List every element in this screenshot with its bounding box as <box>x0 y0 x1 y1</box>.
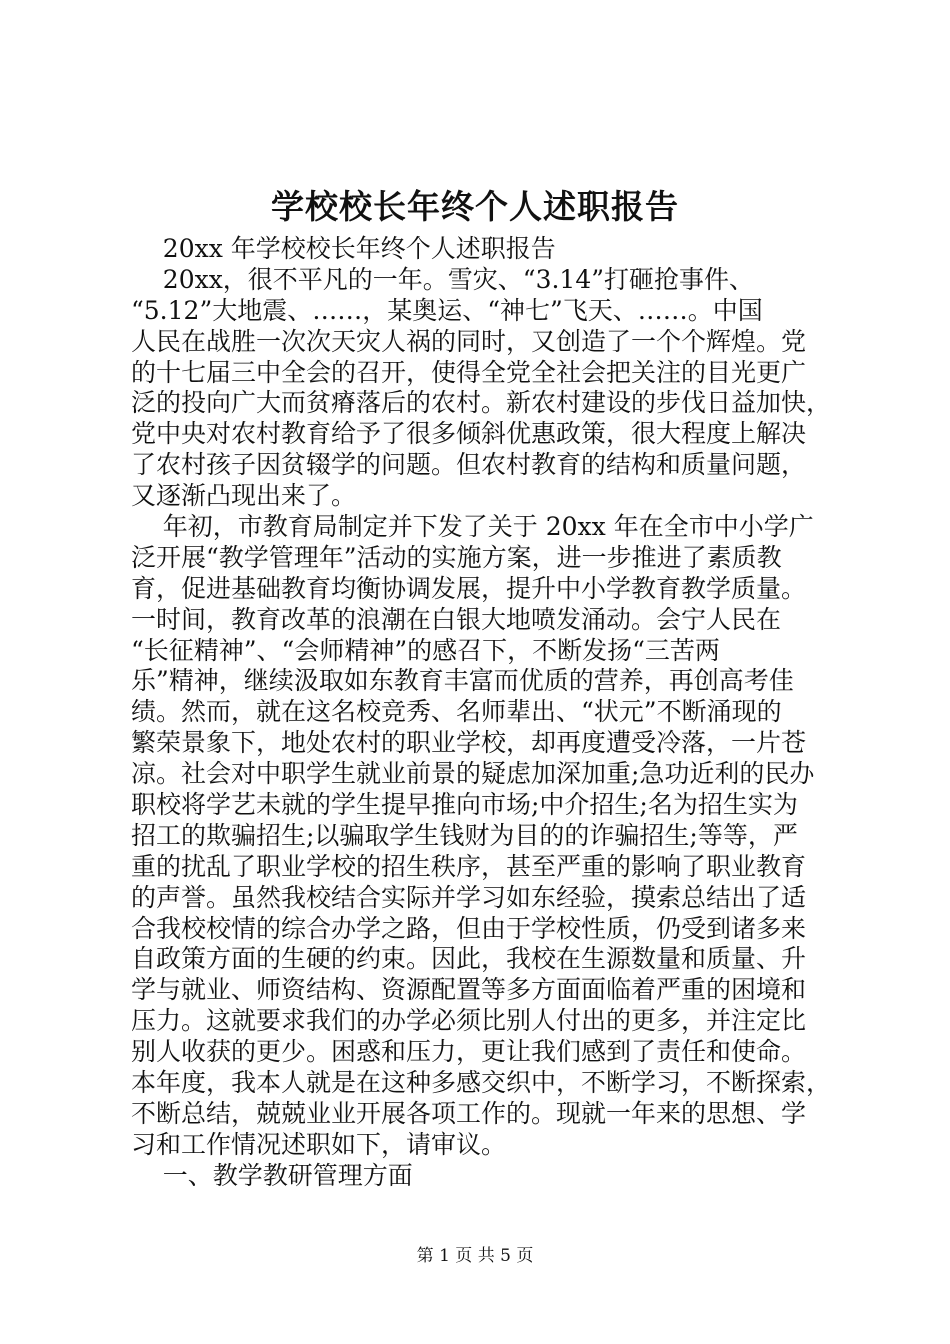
body-line: 本年度，我本人就是在这种多感交织中，不断学习，不断探索， <box>131 1068 832 1098</box>
body-line: 20xx 年学校校长年终个人述职报告 <box>131 234 556 263</box>
body-line: 学与就业、师资结构、资源配置等多方面面临着严重的困境和 <box>131 975 807 1005</box>
body-line: 重的扰乱了职业学校的招生秩序，甚至严重的影响了职业教育 <box>131 851 807 881</box>
body-line: 了农村孩子因贫辍学的问题。但农村教育的结构和质量问题， <box>131 450 807 480</box>
body-line: 乐”精神，继续汲取如东教育丰富而优质的营养，再创高考佳 <box>131 666 794 696</box>
body-line: “长征精神”、“会师精神”的感召下，不断发扬“三苦两 <box>131 635 720 665</box>
body-line: 的十七届三中全会的召开，使得全党全社会把关注的目光更广 <box>131 357 807 387</box>
body-line: 泛开展“教学管理年”活动的实施方案，进一步推进了素质教 <box>131 542 782 572</box>
body-line: 不断总结，兢兢业业开展各项工作的。现就一年来的思想、学 <box>131 1098 807 1128</box>
body-line: 别人收获的更少。困惑和压力，更让我们感到了责任和使命。 <box>131 1037 807 1067</box>
body-line: 自政策方面的生硬的约束。因此，我校在生源数量和质量、升 <box>131 944 807 974</box>
body-line: 又逐渐凸现出来了。 <box>131 481 357 511</box>
body-line: 职校将学艺未就的学生提早推向市场;中介招生;名为招生实为 <box>131 790 798 820</box>
body-line: 习和工作情况述职如下，请审议。 <box>131 1129 507 1159</box>
body-line: 凉。社会对中职学生就业前景的疑虑加深加重;急功近利的民办 <box>131 759 815 789</box>
body-line: 一时间，教育改革的浪潮在白银大地喷发涌动。会宁人民在 <box>131 604 782 634</box>
document-body <box>131 234 839 1192</box>
body-line: 压力。这就要求我们的办学必须比别人付出的更多，并注定比 <box>131 1006 807 1036</box>
body-line: 泛的投向广大而贫瘠落后的农村。新农村建设的步伐日益加快， <box>131 388 832 418</box>
body-line: 人民在战胜一次次天灾人祸的同时，又创造了一个个辉煌。党 <box>131 326 807 356</box>
body-line: 年初，市教育局制定并下发了关于 20xx 年在全市中小学广 <box>131 512 814 542</box>
body-line: 育，促进基础教育均衡协调发展，提升中小学教育教学质量。 <box>131 573 807 603</box>
body-line: 20xx，很不平凡的一年。雪灾、“3.14”打砸抢事件、 <box>131 264 755 294</box>
body-line: 繁荣景象下，地处农村的职业学校，却再度遭受冷落，一片苍 <box>131 728 807 758</box>
section-heading: 一、教学教研管理方面 <box>131 1160 413 1190</box>
body-line: “5.12”大地震、……，某奥运、“神七”飞天、……。中国 <box>131 295 763 325</box>
body-line: 合我校校情的综合办学之路，但由于学校性质，仍受到诸多来 <box>131 913 807 943</box>
body-line: 党中央对农村教育给予了很多倾斜优惠政策，很大程度上解决 <box>131 419 807 449</box>
document-title: 学校校长年终个人述职报告 <box>271 187 679 226</box>
page-number-footer: 第 1 页 共 5 页 <box>416 1246 534 1266</box>
body-line: 的声誉。虽然我校结合实际并学习如东经验，摸索总结出了适 <box>131 882 807 912</box>
body-line: 招工的欺骗招生;以骗取学生钱财为目的的诈骗招生;等等，严 <box>131 820 798 850</box>
body-line: 绩。然而，就在这名校竞秀、名师辈出、“状元”不断涌现的 <box>131 697 782 727</box>
